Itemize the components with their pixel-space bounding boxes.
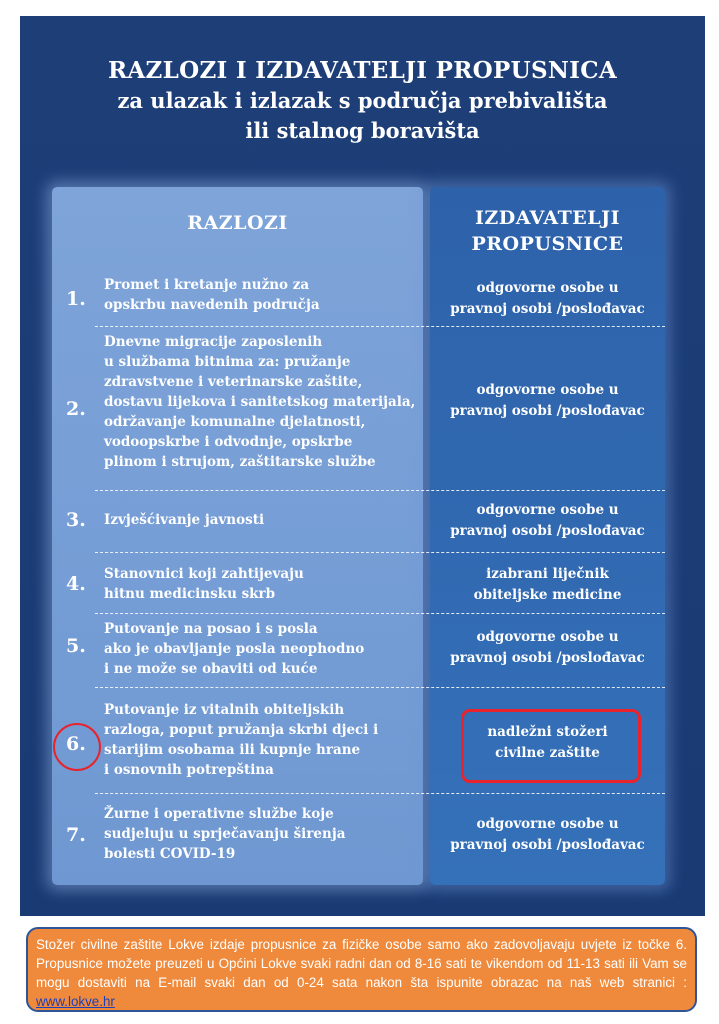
issuer-text xyxy=(430,278,665,320)
title-line-2: za ulazak i izlazak s područja prebivališta xyxy=(117,88,608,113)
reason-text xyxy=(104,564,424,604)
website-link[interactable]: www.lokve.hr xyxy=(36,994,115,1009)
issuer-text xyxy=(430,500,665,542)
reason-line: Dnevne migracije zaposlenih xyxy=(104,334,323,350)
issuer-line: pravnoj osobi /poslođavac xyxy=(450,837,645,853)
reason-line: zdravstvene i veterinarske zaštite, xyxy=(104,374,363,390)
issuer-line: pravnoj osobi /poslođavac xyxy=(450,301,645,317)
issuer-text xyxy=(430,380,665,422)
row-number: 3. xyxy=(66,509,86,531)
reason-line: Izvješćivanje javnosti xyxy=(104,512,265,528)
row-divider xyxy=(95,490,665,491)
reason-line: hitnu medicinsku skrb xyxy=(104,586,276,602)
issuer-line: civilne zaštite xyxy=(495,745,600,761)
row-number: 2. xyxy=(66,398,86,420)
reasons-header: RAZLOZI xyxy=(187,212,288,234)
highlight-circle xyxy=(53,723,101,771)
page-title xyxy=(20,56,705,146)
row-divider xyxy=(95,552,665,553)
reason-line: Žurne i operativne službe koje xyxy=(104,806,334,822)
row-divider xyxy=(95,687,665,688)
info-note xyxy=(26,927,697,1012)
reason-line: Putovanje iz vitalnih obiteljskih xyxy=(104,702,345,718)
reason-text xyxy=(104,619,424,679)
row-number: 6. xyxy=(66,733,86,755)
row-divider xyxy=(95,793,665,794)
row-number: 7. xyxy=(66,824,86,846)
issuer-line: nadležni stožeri xyxy=(487,724,608,740)
reason-line: vodoopskrbe i odvodnje, opskrbe xyxy=(104,434,353,450)
issuer-text xyxy=(430,564,665,606)
row-divider xyxy=(95,326,665,327)
issuer-line: odgovorne osobe u xyxy=(476,816,619,832)
issuer-line: obiteljske medicine xyxy=(473,587,622,603)
issuer-line: odgovorne osobe u xyxy=(476,280,619,296)
row-number: 4. xyxy=(66,573,86,595)
reason-text xyxy=(104,700,424,780)
row-number: 5. xyxy=(66,635,86,657)
reason-line: starijim osobama ili kupnje hrane xyxy=(104,742,361,758)
issuer-line: odgovorne osobe u xyxy=(476,629,619,645)
reason-line: ako je obavljanje posla neophodno xyxy=(104,641,365,657)
issuer-line: pravnoj osobi /poslođavac xyxy=(450,650,645,666)
reason-text xyxy=(104,275,424,315)
issuer-line: odgovorne osobe u xyxy=(476,382,619,398)
reason-line: održavanje komunalne djelatnosti, xyxy=(104,414,366,430)
reason-line: u službama bitnima za: pružanje xyxy=(104,354,351,370)
reason-line: Putovanje na posao i s posla xyxy=(104,621,318,637)
reason-line: bolesti COVID-19 xyxy=(104,846,236,862)
issuer-line: izabrani liječnik xyxy=(486,566,609,582)
row-divider xyxy=(95,613,665,614)
issuers-header-line-1: IZDAVATELJI xyxy=(475,207,620,229)
reason-line: plinom i strujom, zaštitarske službe xyxy=(104,454,376,470)
reason-text xyxy=(104,332,424,472)
title-line-1: RAZLOZI I IZDAVATELJI PROPUSNICA xyxy=(108,57,617,84)
row-number: 1. xyxy=(66,288,86,310)
issuers-header-line-2: PROPUSNICE xyxy=(471,233,624,255)
issuer-line: pravnoj osobi /poslođavac xyxy=(450,523,645,539)
reason-text xyxy=(104,804,424,864)
reason-line: i ne može se obaviti od kuće xyxy=(104,661,318,677)
reason-line: Stanovnici koji zahtijevaju xyxy=(104,566,304,582)
reason-line: sudjeluju u sprječavanju širenja xyxy=(104,826,346,842)
highlight-box xyxy=(461,709,641,783)
issuer-line: odgovorne osobe u xyxy=(476,502,619,518)
issuers-header xyxy=(430,205,665,257)
reason-line: dostavu lijekova i sanitetskog materijala, xyxy=(104,394,416,410)
issuer-text xyxy=(430,627,665,669)
issuer-text xyxy=(430,814,665,856)
reason-line: opskrbu navedenih područja xyxy=(104,297,320,313)
reason-text xyxy=(104,510,424,530)
title-line-3: ili stalnog boravišta xyxy=(245,118,480,143)
reason-line: i osnovnih potrepština xyxy=(104,762,274,778)
issuer-line: pravnoj osobi /poslođavac xyxy=(450,403,645,419)
reason-line: Promet i kretanje nužno za xyxy=(104,277,310,293)
note-text: Stožer civilne zaštite Lokve izdaje propusnice za fizičke osobe samo ako zadovoljavaju uvjete iz točke 6. Propusnice možete preuzeti u Općini Lokve svaki radni dan od 8-16 sati te vikendom od 11-13 sati ili Vam se mogu dostaviti na E-mail svaki dan od 0-24 sata nakon šta ispunite obrazac na naš web stranici : xyxy=(36,937,687,990)
reason-line: razloga, poput pružanja skrbi djeci i xyxy=(104,722,379,738)
